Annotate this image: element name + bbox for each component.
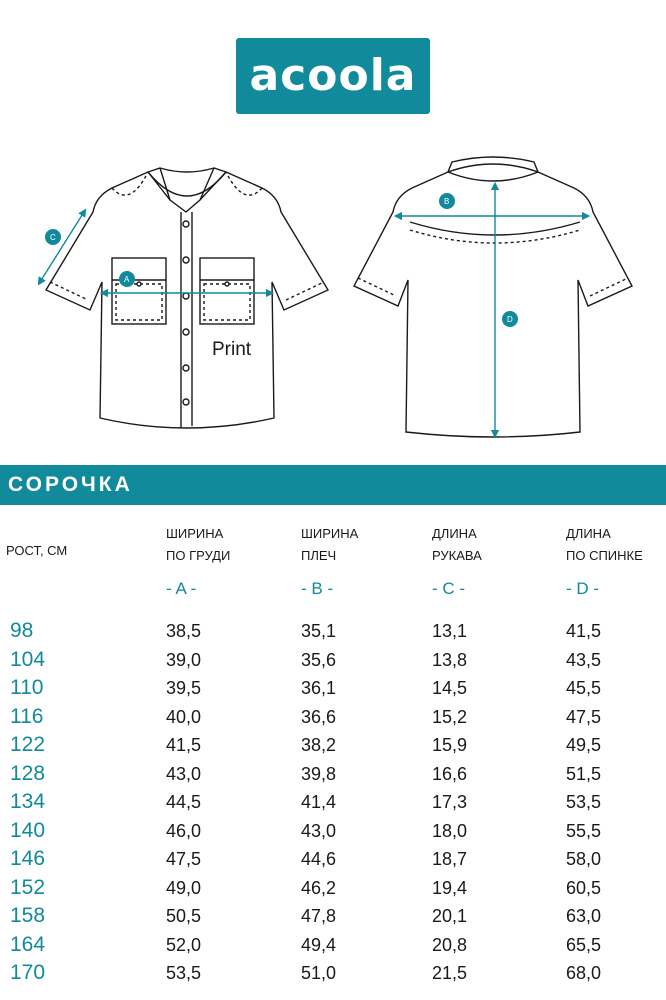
section-band (0, 465, 666, 505)
row-value: 20,1 (432, 906, 468, 926)
shirt-drawings (0, 150, 666, 450)
row-value: 41,5 (166, 735, 202, 755)
row-value: 39,0 (166, 649, 202, 670)
shirt-front-drawing (46, 168, 328, 428)
table-row (0, 877, 666, 906)
row-value: 52,0 (166, 934, 202, 955)
row-value: 41,5 (566, 621, 602, 641)
row-value: 39,5 (166, 678, 202, 698)
row-value: 38,2 (301, 735, 337, 755)
row-value: 68,0 (566, 963, 602, 983)
brand-logo-text: acoola (249, 50, 417, 101)
table-row (0, 791, 666, 820)
row-value: 53,5 (166, 963, 202, 983)
shirt-back-drawing (354, 157, 632, 437)
row-value: 49,0 (166, 877, 202, 898)
row-value: 51,0 (301, 963, 337, 983)
row-value: 43,0 (301, 820, 337, 841)
row-height: 152 (10, 875, 46, 899)
brand-logo (236, 38, 430, 114)
table-row (0, 962, 666, 991)
col-letter-c: - C - (432, 579, 466, 598)
row-height: 122 (10, 733, 46, 756)
row-value: 58,0 (566, 849, 602, 869)
row-value: 47,5 (566, 706, 602, 727)
row-value: 38,5 (166, 621, 202, 641)
col-letter-a: - A - (166, 579, 197, 598)
row-value: 18,7 (432, 849, 468, 869)
row-height: 104 (10, 647, 46, 671)
table-row (0, 706, 666, 735)
row-height: 128 (10, 761, 46, 785)
row-value: 44,6 (301, 849, 337, 869)
row-height: 140 (10, 818, 46, 842)
row-height: 98 (10, 619, 34, 642)
row-value: 15,9 (432, 735, 468, 755)
col-letter-b: - B - (301, 579, 334, 598)
row-value: 50,5 (166, 906, 202, 926)
row-value: 13,1 (432, 621, 468, 641)
table-row (0, 677, 666, 706)
row-value: 51,5 (566, 763, 602, 784)
row-value: 47,5 (166, 849, 202, 869)
row-value: 13,8 (432, 649, 468, 670)
row-value: 21,5 (432, 963, 468, 983)
table-row (0, 734, 666, 763)
row-value: 20,8 (432, 934, 468, 955)
row-value: 15,2 (432, 706, 468, 727)
row-value: 46,2 (301, 877, 337, 898)
row-value: 46,0 (166, 820, 202, 841)
row-value: 19,4 (432, 877, 468, 898)
row-value: 35,6 (301, 649, 337, 670)
row-value: 45,5 (566, 678, 602, 698)
row-height: 158 (10, 904, 46, 927)
row-value: 49,5 (566, 735, 602, 755)
height-header: РОСТ, СМ (6, 543, 68, 558)
row-value: 40,0 (166, 706, 202, 727)
col-header-back-length: ДЛИНА ПО СПИНКЕ (566, 526, 643, 563)
row-value: 47,8 (301, 906, 337, 926)
col-letter-d: - D - (566, 579, 600, 598)
row-value: 63,0 (566, 906, 602, 926)
table-row (0, 649, 666, 678)
row-value: 36,6 (301, 706, 337, 727)
row-value: 43,5 (566, 649, 602, 670)
marker-c-label: C (50, 233, 56, 242)
row-value: 17,3 (432, 792, 468, 812)
row-value: 65,5 (566, 934, 602, 955)
row-height: 116 (10, 704, 44, 728)
row-height: 146 (10, 847, 46, 870)
row-height: 170 (10, 961, 46, 984)
row-value: 14,5 (432, 678, 468, 698)
table-row (0, 905, 666, 934)
row-value: 60,5 (566, 877, 602, 898)
row-height: 134 (10, 790, 46, 813)
table-row (0, 763, 666, 792)
table-row (0, 934, 666, 963)
size-table (0, 620, 666, 991)
row-height: 164 (10, 932, 46, 956)
row-value: 16,6 (432, 763, 468, 784)
row-value: 39,8 (301, 763, 337, 784)
row-value: 41,4 (301, 792, 337, 812)
marker-b-label: B (444, 197, 450, 206)
table-row (0, 620, 666, 649)
row-value: 49,4 (301, 934, 337, 955)
col-header-sleeve: ДЛИНА РУКАВА (432, 526, 482, 563)
row-value: 44,5 (166, 792, 202, 812)
row-value: 53,5 (566, 792, 602, 812)
table-row (0, 848, 666, 877)
row-value: 36,1 (301, 678, 337, 698)
print-label: Print (212, 339, 252, 360)
marker-a-label: A (124, 275, 130, 284)
table-row (0, 820, 666, 849)
row-value: 43,0 (166, 763, 202, 784)
col-header-chest: ШИРИНА ПО ГРУДИ (166, 526, 231, 563)
section-title: СОРОЧКА (8, 473, 133, 496)
col-header-shoulders: ШИРИНА ПЛЕЧ (301, 526, 359, 563)
marker-d-label: D (507, 315, 513, 324)
row-value: 18,0 (432, 820, 468, 841)
row-height: 110 (10, 676, 44, 699)
row-value: 55,5 (566, 820, 602, 841)
row-value: 35,1 (301, 621, 337, 641)
